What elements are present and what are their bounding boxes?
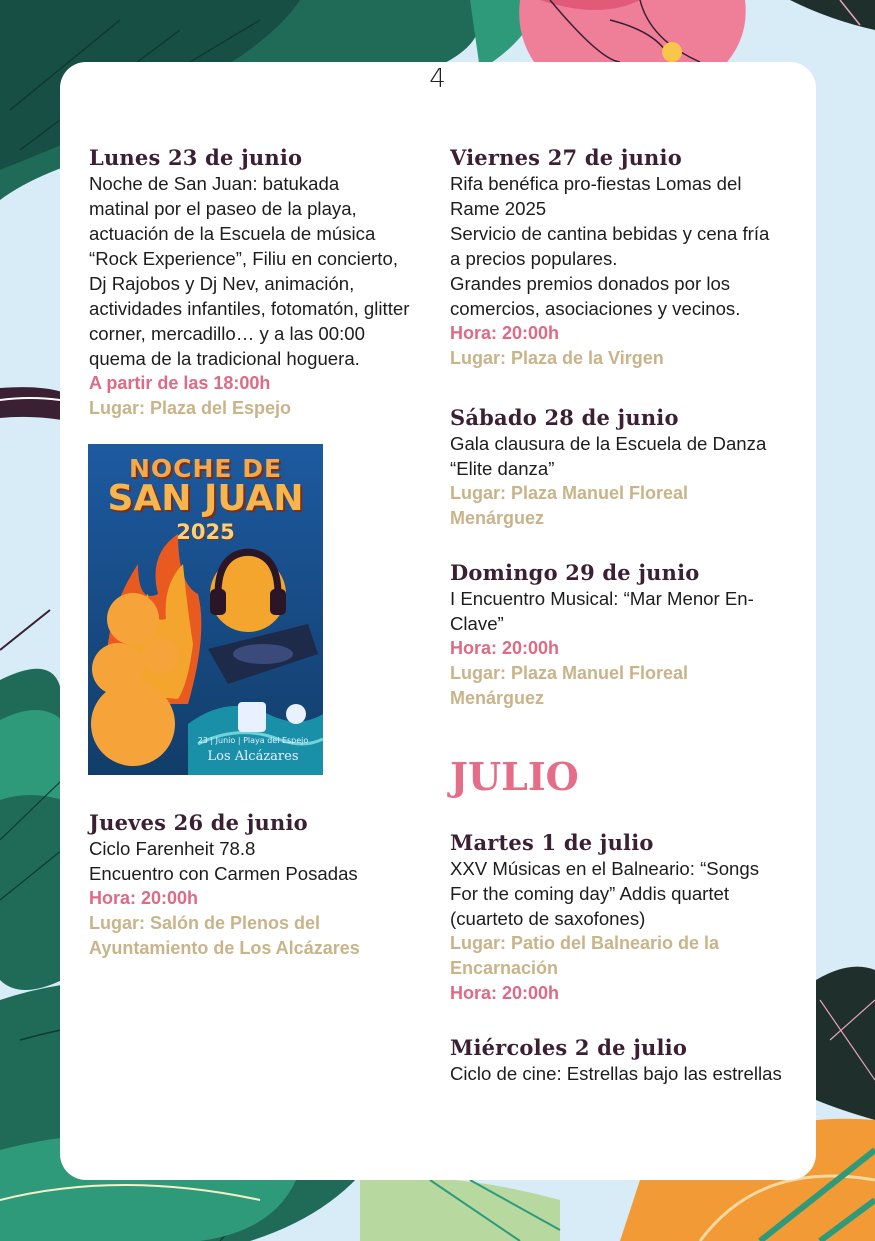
left-column-lower (89, 810, 429, 961)
event-martes-1 (450, 830, 795, 1006)
event-time: Hora: 20:00h (450, 323, 560, 343)
event-description: XXV Músicas en el Balneario: “Songs For the coming day” Addis quartet (cuarteto de saxofones) (450, 858, 760, 929)
right-column (450, 145, 795, 371)
poster-title-line2: SAN JUAN (107, 478, 304, 519)
event-place: Lugar: Plaza Manuel Floreal Menárguez (450, 663, 689, 708)
right-column-3 (450, 560, 795, 711)
event-jueves-26 (89, 810, 429, 961)
month-heading-wrap (450, 755, 795, 799)
event-place: Lugar: Patio del Balneario de la Encarnación (450, 933, 720, 978)
event-title: Lunes 23 de junio (89, 145, 303, 170)
poster-year: 2025 (176, 520, 235, 544)
page-number: 4 (429, 64, 446, 94)
event-description: Ciclo Farenheit 78.8 Encuentro con Carmen Posadas (89, 838, 358, 884)
event-lunes-23 (89, 145, 429, 421)
poster-footer: 23 | Junio | Playa del Espejo (197, 736, 309, 745)
event-time: A partir de las 18:00h (89, 373, 271, 393)
month-heading: JULIO (450, 754, 579, 799)
event-description: Ciclo de cine: Estrellas bajo las estrellas (450, 1063, 782, 1084)
event-miercoles-2 (450, 1035, 795, 1086)
event-title: Jueves 26 de junio (89, 810, 308, 835)
event-place: Lugar: Salón de Plenos del Ayuntamiento de Los Alcázares (89, 913, 360, 958)
poster-title-line1: NOCHE DE (128, 454, 283, 483)
event-place: Lugar: Plaza Manuel Floreal Menárguez (450, 483, 689, 528)
event-time: Hora: 20:00h (450, 983, 560, 1003)
event-title: Martes 1 de julio (450, 830, 654, 855)
event-domingo-29 (450, 560, 795, 711)
event-time: Hora: 20:00h (450, 638, 560, 658)
event-place: Lugar: Plaza de la Virgen (450, 348, 664, 368)
right-column-2 (450, 405, 795, 531)
event-sabado-28 (450, 405, 795, 531)
event-title: Viernes 27 de junio (450, 145, 682, 170)
right-column-5 (450, 1035, 795, 1086)
event-description: I Encuentro Musical: “Mar Menor En- Clave” (450, 588, 754, 634)
event-place: Lugar: Plaza del Espejo (89, 398, 292, 418)
right-column-4 (450, 830, 795, 1006)
event-time: Hora: 20:00h (89, 888, 199, 908)
event-description: Gala clausura de la Escuela de Danza “Elite danza” (450, 433, 767, 479)
noche-san-juan-poster (88, 444, 323, 775)
left-column (89, 145, 429, 421)
event-description: Noche de San Juan: batukada matinal por el paseo de la playa, actuación de la Escuela de música “Rock Experience”, Filiu en concierto, Dj Rajobos y Dj Nev, animación, actividades infantiles, fotomatón, glitter corner, mercadillo… y a las 00:00 quema de la tradicional hoguera. (89, 173, 410, 369)
event-viernes-27 (450, 145, 795, 371)
event-title: Sábado 28 de junio (450, 405, 679, 430)
poster-place: Los Alcázares (207, 749, 299, 764)
event-title: Domingo 29 de junio (450, 560, 700, 585)
event-title: Miércoles 2 de julio (450, 1035, 688, 1060)
event-description: Rifa benéfica pro-fiestas Lomas del Rame 2025 Servicio de cantina bebidas y cena fría a precios populares. Grandes premios donados por los comercios, asociaciones y vecinos. (450, 173, 770, 319)
